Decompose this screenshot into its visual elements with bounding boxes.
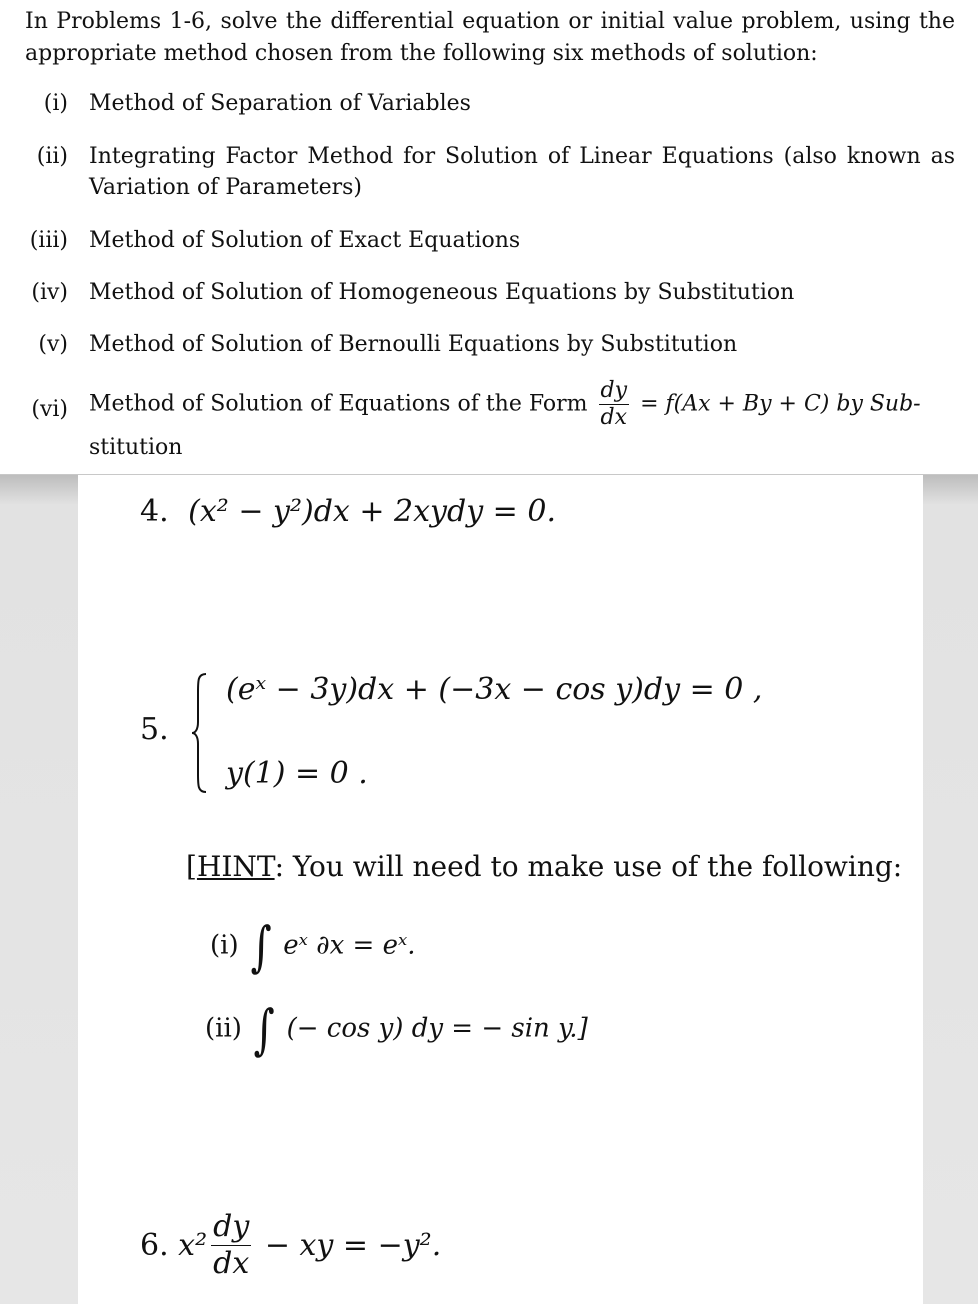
fraction-denominator: dx — [213, 1246, 250, 1281]
hint-item-formula: eˣ ∂x = eˣ. — [283, 930, 416, 961]
problem-number: 6. — [140, 1228, 169, 1263]
hint-item-ii — [205, 998, 588, 1061]
integral-sign: ∫ — [253, 998, 275, 1061]
intro-text: In Problems 1-6, solve the differential equation or initial value problem, using the appropriate method chosen from the following six methods of solution: — [25, 9, 955, 66]
problem-5-equation: (eˣ − 3y)dx + (−3x − cos y)dy = 0 , — [226, 672, 763, 707]
method-label: (vi) — [31, 397, 68, 422]
problem-4 — [140, 494, 556, 529]
problem-5-number: 5. — [140, 712, 169, 747]
instructions-panel — [0, 0, 978, 475]
dy-dx-fraction — [211, 1209, 251, 1281]
method-label: (iii) — [29, 228, 68, 253]
method-label: (iv) — [31, 280, 68, 305]
method-text-continuation: stitution — [89, 435, 183, 460]
method-text: Method of Solution of Homogeneous Equations by Substitution — [89, 280, 795, 305]
problem-equation-rest: − xy = −y². — [264, 1228, 442, 1263]
method-text: Method of Separation of Variables — [89, 91, 471, 116]
page-margin-right — [923, 475, 978, 1304]
hint — [186, 850, 902, 883]
hint-bracket: [ — [186, 850, 197, 883]
method-text: Method of Solution of Exact Equations — [89, 228, 521, 253]
fraction-numerator: dy — [600, 378, 628, 403]
problem-5-initial-condition: y(1) = 0 . — [226, 756, 368, 791]
problems-page — [78, 475, 923, 1304]
method-text — [89, 380, 921, 429]
method-i — [0, 88, 978, 119]
fraction-denominator: dx — [600, 405, 628, 430]
method-v — [0, 329, 978, 360]
method-text-before: Method of Solution of Equations of the Form — [89, 391, 588, 417]
method-label: (i) — [43, 91, 68, 116]
hint-item-label: (ii) — [205, 1013, 242, 1044]
method-vi — [0, 380, 978, 470]
method-ii — [0, 141, 978, 203]
hint-label: HINT — [196, 850, 275, 883]
hint-item-label: (i) — [210, 930, 239, 961]
page-margin-left — [0, 475, 78, 1304]
problem-6 — [140, 1209, 442, 1281]
problem-equation: (x² − y²)dx + 2xydy = 0. — [188, 494, 556, 529]
method-iii — [0, 225, 978, 256]
method-text: Integrating Factor Method for Solution of Linear Equations (also known as Variation of Parameters) — [89, 144, 955, 200]
hint-item-formula: (− cos y) dy = − sin y.] — [286, 1013, 588, 1044]
integral-sign: ∫ — [250, 915, 272, 978]
method-label: (ii) — [36, 144, 68, 169]
method-label: (v) — [38, 332, 68, 357]
method-text-after: = f(Ax + By + C) by Sub- — [640, 391, 921, 417]
hint-text: : You will need to make use of the following: — [274, 850, 903, 883]
dy-dx-fraction — [599, 380, 630, 429]
hint-item-i — [210, 915, 415, 978]
method-text: Method of Solution of Bernoulli Equations by Substitution — [89, 332, 738, 357]
left-brace — [190, 672, 208, 794]
fraction-numerator: dy — [213, 1209, 250, 1244]
method-iv — [0, 277, 978, 308]
problem-number: 4. — [140, 494, 169, 529]
problem-coefficient: x² — [178, 1228, 208, 1263]
